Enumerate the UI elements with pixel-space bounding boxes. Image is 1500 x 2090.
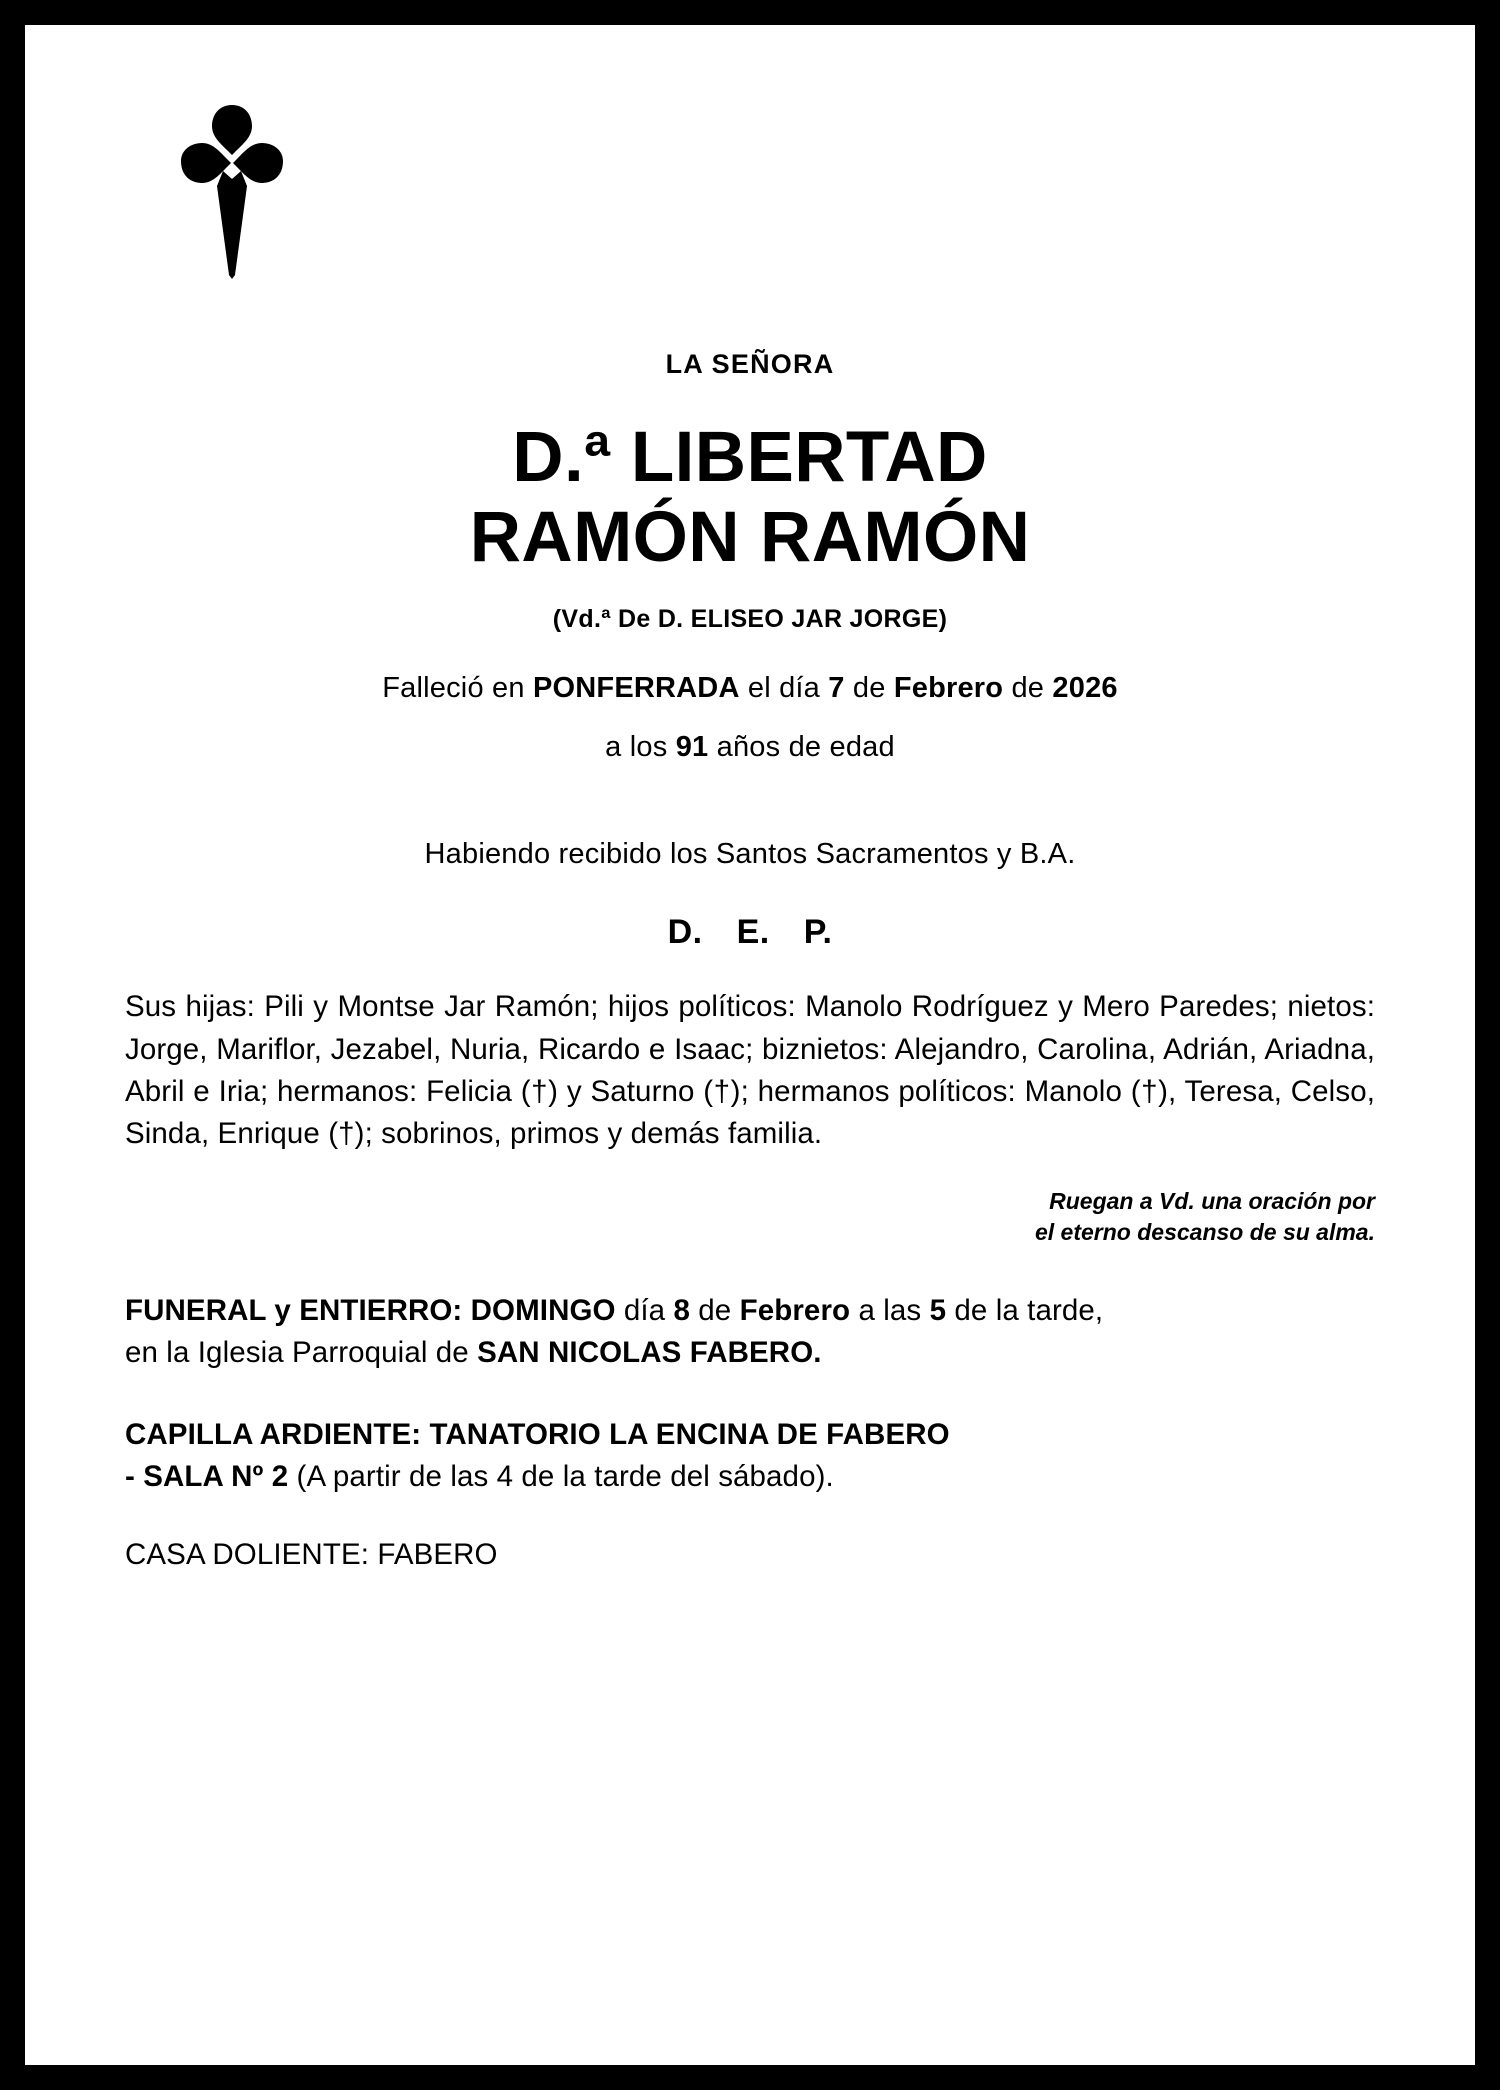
death-month: Febrero: [893, 672, 1004, 705]
dep-p: P.: [803, 913, 833, 952]
deceased-name-line-1: D.ª LIBERTAD: [512, 418, 988, 497]
funeral-church: SAN NICOLAS FABERO.: [477, 1336, 822, 1370]
vigil-line-1: [125, 1414, 1375, 1456]
death-de: de: [852, 672, 886, 705]
funeral-service-block: [125, 1290, 1375, 1374]
house-value: FABERO: [377, 1537, 498, 1571]
funeral-day: 8: [673, 1294, 690, 1328]
deceased-name: [125, 418, 1375, 577]
death-prefix: Falleció en: [382, 672, 525, 705]
cross-of-santiago-icon: [167, 89, 297, 279]
funeral-dia: día: [623, 1294, 666, 1328]
funeral-a-las: a las: [858, 1294, 922, 1328]
death-year: 2026: [1052, 672, 1118, 705]
vigil-label: CAPILLA ARDIENTE:: [125, 1418, 422, 1452]
honorific-label: LA SEÑORA: [665, 349, 835, 379]
death-de-2: de: [1011, 672, 1045, 705]
sacraments-line: Habiendo recibido los Santos Sacramentos y B.A.: [424, 838, 1076, 871]
vigil-room: SALA Nº 2: [143, 1460, 289, 1494]
age-prefix: a los: [605, 731, 668, 764]
prayer-line-2: el eterno descanso de su alma.: [1034, 1219, 1375, 1246]
prayer-line-1: Ruegan a Vd. una oración por: [1049, 1187, 1375, 1214]
age-value: 91: [675, 731, 709, 764]
vigil-chapel-block: [125, 1414, 1375, 1498]
vigil-note: (A partir de las 4 de la tarde del sábado).: [296, 1460, 834, 1494]
house-label: CASA DOLIENTE:: [125, 1537, 370, 1571]
funeral-month: Febrero: [739, 1294, 851, 1328]
death-day: 7: [828, 672, 845, 705]
death-date-line: [125, 672, 1375, 705]
funeral-service-line-1: [125, 1290, 1375, 1332]
family-paragraph: Sus hijas: Pili y Montse Jar Ramón; hijos políticos: Manolo Rodríguez y Mero Paredes; nietos: Jorge, Mariflor, Jezabel, Nuria, Ricardo e Isaac; biznietos: Alejandro, Carolina, Adrián, Ariadna, Abril e Iria; hermanos: Felicia (†) y Saturno (†); hermanos políticos: Manolo (†), Teresa, Celso, Sinda, Enrique (†); sobrinos, primos y demás familia.: [125, 990, 1375, 1151]
mourning-house-line: [125, 1538, 1375, 1572]
age-line: [125, 731, 1375, 764]
death-mid: el día: [747, 672, 821, 705]
funeral-time-suffix: de la tarde,: [954, 1294, 1104, 1328]
mourning-border-rule: [22, 22, 1478, 2068]
deceased-name-line-2: RAMÓN RAMÓN: [469, 497, 1031, 577]
vigil-line-2: [125, 1456, 1375, 1498]
vigil-dash: -: [125, 1460, 135, 1494]
age-suffix: años de edad: [716, 731, 895, 764]
widow-of-label: (Vd.ª De D. ELISEO JAR JORGE): [552, 605, 948, 634]
esquela-sheet: [39, 39, 1461, 2051]
death-place: PONFERRADA: [532, 672, 740, 705]
funeral-location-prefix: en la Iglesia Parroquial de: [125, 1336, 469, 1370]
funeral-weekday: DOMINGO: [470, 1294, 616, 1328]
dep-d: D.: [667, 913, 703, 952]
dep-e: E.: [736, 913, 770, 952]
funeral-service-line-2: [125, 1332, 1375, 1374]
prayer-request: [125, 1186, 1375, 1249]
funeral-label: FUNERAL y ENTIERRO:: [125, 1294, 463, 1328]
dep-line: [125, 913, 1375, 952]
funeral-de: de: [698, 1294, 732, 1328]
funeral-hour: 5: [929, 1294, 947, 1328]
vigil-venue: TANATORIO LA ENCINA DE FABERO: [429, 1418, 950, 1452]
